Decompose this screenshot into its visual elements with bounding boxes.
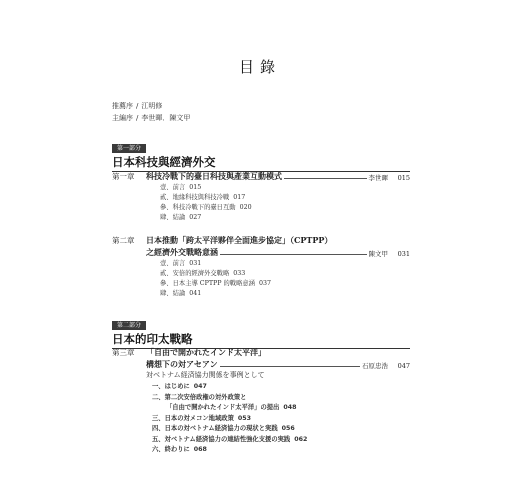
- chapter-subtitle: 対ベトナム経済協力関係を事例として: [146, 371, 265, 379]
- chapter-title-line2: 之經濟外交戰略意涵: [146, 247, 218, 257]
- chapter-number: 第二章: [112, 236, 135, 245]
- section-list: [112, 259, 410, 299]
- section-item: 六、終わりに 068: [152, 446, 207, 453]
- chapter-heading-continued: [112, 358, 410, 370]
- separator: /: [136, 102, 139, 110]
- section-item: 肆、結論 027: [160, 214, 202, 221]
- preface-recommendation: [112, 100, 190, 112]
- section-item: 「自由で開かれたインド太平洋」の提出 048: [166, 404, 297, 411]
- part-title: 日本科技與經濟外交: [112, 155, 216, 169]
- chapter-title: 「自由で開かれたインド太平洋」: [146, 347, 266, 357]
- section-item: 參、科技冷戰下的臺日互動 020: [160, 204, 252, 211]
- leader-line: [284, 178, 367, 179]
- preface-author: 江明修: [141, 102, 163, 110]
- leader-line: [220, 366, 360, 367]
- section-item: 參、日本主導 CPTPP 的戰略意涵 037: [160, 280, 272, 287]
- section-list: [112, 382, 410, 456]
- section-item: 三、日本の対メコン地域政策 053: [152, 414, 252, 422]
- part-two: [112, 314, 410, 349]
- section-item: 壹、前言 031: [160, 260, 202, 267]
- section-item: 五、対ベトナム経済協力の連結性強化支援の実践 062: [152, 435, 308, 443]
- part-label: 第二部分: [112, 321, 146, 330]
- chapter-author: 石原忠浩: [362, 362, 388, 370]
- chapter-page: 031: [397, 250, 410, 258]
- section-item: 肆、結論 041: [160, 290, 202, 297]
- toc-title: 目錄: [238, 58, 281, 76]
- section-item: 一、はじめに 047: [152, 383, 207, 390]
- preface-editor: [112, 112, 190, 124]
- section-item: 二、第二次安倍政権の対外政策と: [152, 393, 247, 401]
- preface-label: 主編序: [112, 114, 133, 122]
- chapter-author: 李世暉: [368, 174, 388, 182]
- chapter-title-line2: 構想下の対アセアン: [146, 359, 218, 369]
- separator: /: [136, 114, 139, 122]
- chapter-three: [112, 346, 410, 456]
- chapter-two: [112, 234, 410, 299]
- chapter-number: 第三章: [112, 348, 135, 357]
- part-one: [112, 137, 410, 172]
- chapter-title: 科技冷戰下的臺日科技與產業互動模式: [146, 171, 282, 181]
- chapter-heading: [112, 346, 410, 358]
- chapter-heading: [112, 234, 410, 246]
- section-item: 壹、前言 015: [160, 184, 202, 191]
- preface-list: [112, 100, 190, 124]
- chapter-title: 日本推動「跨太平洋夥伴全面進步協定」（CPTPP）: [146, 235, 333, 245]
- chapter-page: 015: [397, 174, 410, 182]
- chapter-heading-continued: [112, 246, 410, 258]
- preface-author: 李世暉．陳文甲: [141, 114, 191, 122]
- leader-line: [220, 254, 367, 255]
- chapter-author: 陳文甲: [368, 250, 388, 258]
- chapter-number: 第一章: [112, 172, 135, 181]
- section-list: [112, 183, 410, 223]
- section-item: 四、日本の対ベトナム経済協力の現状と実践 056: [152, 425, 295, 432]
- chapter-one: [112, 170, 410, 223]
- part-title: 日本的印太戰略: [112, 332, 193, 346]
- part-label: 第一部分: [112, 144, 146, 153]
- chapter-page: 047: [397, 362, 410, 370]
- chapter-heading: [112, 170, 410, 182]
- preface-label: 推薦序: [112, 102, 133, 110]
- section-item: 貳、安倍的經濟外交戰略 033: [160, 270, 246, 277]
- section-item: 貳、地緣科技與科技冷戰 017: [160, 194, 246, 201]
